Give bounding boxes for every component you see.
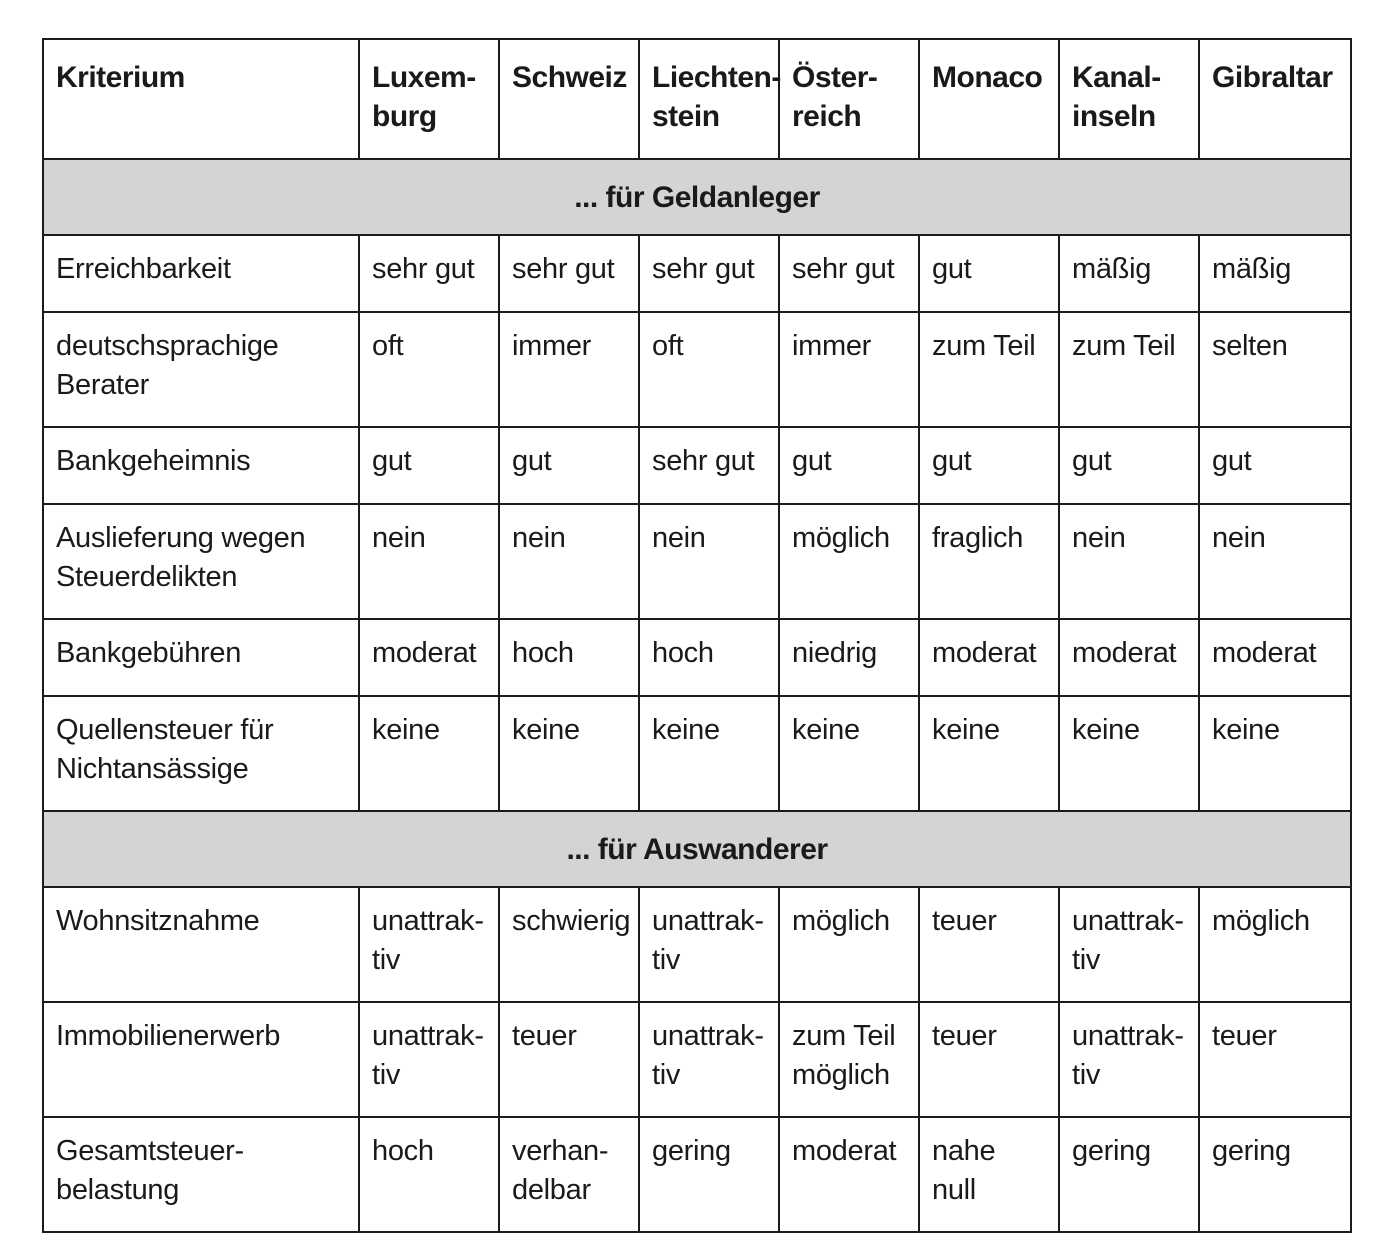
table-cell: oft <box>359 312 499 427</box>
table-cell: unattrak- tiv <box>639 1002 779 1117</box>
column-header-criterion: Kriterium <box>43 39 359 159</box>
section-title: ... für Geldanleger <box>43 159 1351 235</box>
column-header-schweiz: Schweiz <box>499 39 639 159</box>
column-header-liechtenstein: Liechten- stein <box>639 39 779 159</box>
table-cell: sehr gut <box>639 427 779 504</box>
row-label: Auslieferung wegen Steuerdelikten <box>43 504 359 619</box>
table-cell: immer <box>499 312 639 427</box>
section-row-auswanderer <box>43 811 1351 887</box>
table-cell: unattrak- tiv <box>1059 1002 1199 1117</box>
table-cell: mäßig <box>1199 235 1351 312</box>
column-header-monaco: Monaco <box>919 39 1059 159</box>
column-header-gibraltar: Gibraltar <box>1199 39 1351 159</box>
table-cell: immer <box>779 312 919 427</box>
column-header-kanalinseln: Kanal- inseln <box>1059 39 1199 159</box>
table-cell: sehr gut <box>639 235 779 312</box>
table-cell: nein <box>1199 504 1351 619</box>
row-label: deutschsprachige Berater <box>43 312 359 427</box>
table-cell: zum Teil <box>1059 312 1199 427</box>
table-row <box>43 696 1351 811</box>
table-cell: gering <box>1059 1117 1199 1232</box>
table-cell: gut <box>779 427 919 504</box>
table-row <box>43 887 1351 1002</box>
table-cell: moderat <box>779 1117 919 1232</box>
table-cell: unattrak- tiv <box>359 887 499 1002</box>
table-cell: keine <box>1059 696 1199 811</box>
table-row <box>43 312 1351 427</box>
table-cell: gut <box>359 427 499 504</box>
table-cell: sehr gut <box>779 235 919 312</box>
column-header-luxemburg: Luxem- burg <box>359 39 499 159</box>
table-cell: selten <box>1199 312 1351 427</box>
comparison-table <box>42 38 1352 1233</box>
table-cell: fraglich <box>919 504 1059 619</box>
table-cell: gering <box>639 1117 779 1232</box>
table-cell: moderat <box>359 619 499 696</box>
table-cell: gut <box>919 235 1059 312</box>
table-cell: nein <box>1059 504 1199 619</box>
table-cell: gut <box>919 427 1059 504</box>
section-title: ... für Auswanderer <box>43 811 1351 887</box>
table-cell: gut <box>1199 427 1351 504</box>
table-cell: unattrak- tiv <box>1059 887 1199 1002</box>
table-cell: moderat <box>919 619 1059 696</box>
table-cell: hoch <box>499 619 639 696</box>
table-cell: nein <box>499 504 639 619</box>
table-cell: keine <box>359 696 499 811</box>
table-cell: gering <box>1199 1117 1351 1232</box>
table-cell: möglich <box>779 887 919 1002</box>
table-cell: unattrak- tiv <box>639 887 779 1002</box>
table-row <box>43 427 1351 504</box>
table-cell: schwierig <box>499 887 639 1002</box>
row-label: Gesamtsteuer- belastung <box>43 1117 359 1232</box>
table-cell: zum Teil <box>919 312 1059 427</box>
section-row-geldanleger <box>43 159 1351 235</box>
table-cell: hoch <box>639 619 779 696</box>
table-cell: möglich <box>779 504 919 619</box>
table-cell: nein <box>639 504 779 619</box>
table-row <box>43 1117 1351 1232</box>
header-row <box>43 39 1351 159</box>
table-row <box>43 235 1351 312</box>
row-label: Erreichbarkeit <box>43 235 359 312</box>
table-cell: moderat <box>1059 619 1199 696</box>
table-cell: keine <box>639 696 779 811</box>
row-label: Wohnsitznahme <box>43 887 359 1002</box>
table-cell: teuer <box>1199 1002 1351 1117</box>
table-cell: sehr gut <box>359 235 499 312</box>
table-row <box>43 619 1351 696</box>
table-cell: keine <box>779 696 919 811</box>
row-label: Bankgebühren <box>43 619 359 696</box>
row-label: Immobilienerwerb <box>43 1002 359 1117</box>
table-cell: teuer <box>919 1002 1059 1117</box>
table-cell: mäßig <box>1059 235 1199 312</box>
row-label: Quellensteuer für Nichtansässige <box>43 696 359 811</box>
table-cell: verhan- delbar <box>499 1117 639 1232</box>
table-cell: teuer <box>499 1002 639 1117</box>
column-header-oesterreich: Öster- reich <box>779 39 919 159</box>
table-cell: zum Teil möglich <box>779 1002 919 1117</box>
table-cell: teuer <box>919 887 1059 1002</box>
table-cell: keine <box>499 696 639 811</box>
table-row <box>43 1002 1351 1117</box>
table-cell: sehr gut <box>499 235 639 312</box>
table-cell: nein <box>359 504 499 619</box>
table-cell: nahe null <box>919 1117 1059 1232</box>
table-cell: gut <box>499 427 639 504</box>
table-cell: niedrig <box>779 619 919 696</box>
table-cell: keine <box>919 696 1059 811</box>
row-label: Bankgeheimnis <box>43 427 359 504</box>
table-cell: unattrak- tiv <box>359 1002 499 1117</box>
table-cell: möglich <box>1199 887 1351 1002</box>
table-cell: gut <box>1059 427 1199 504</box>
table-cell: oft <box>639 312 779 427</box>
table-row <box>43 504 1351 619</box>
table-cell: keine <box>1199 696 1351 811</box>
table-cell: hoch <box>359 1117 499 1232</box>
table-cell: moderat <box>1199 619 1351 696</box>
